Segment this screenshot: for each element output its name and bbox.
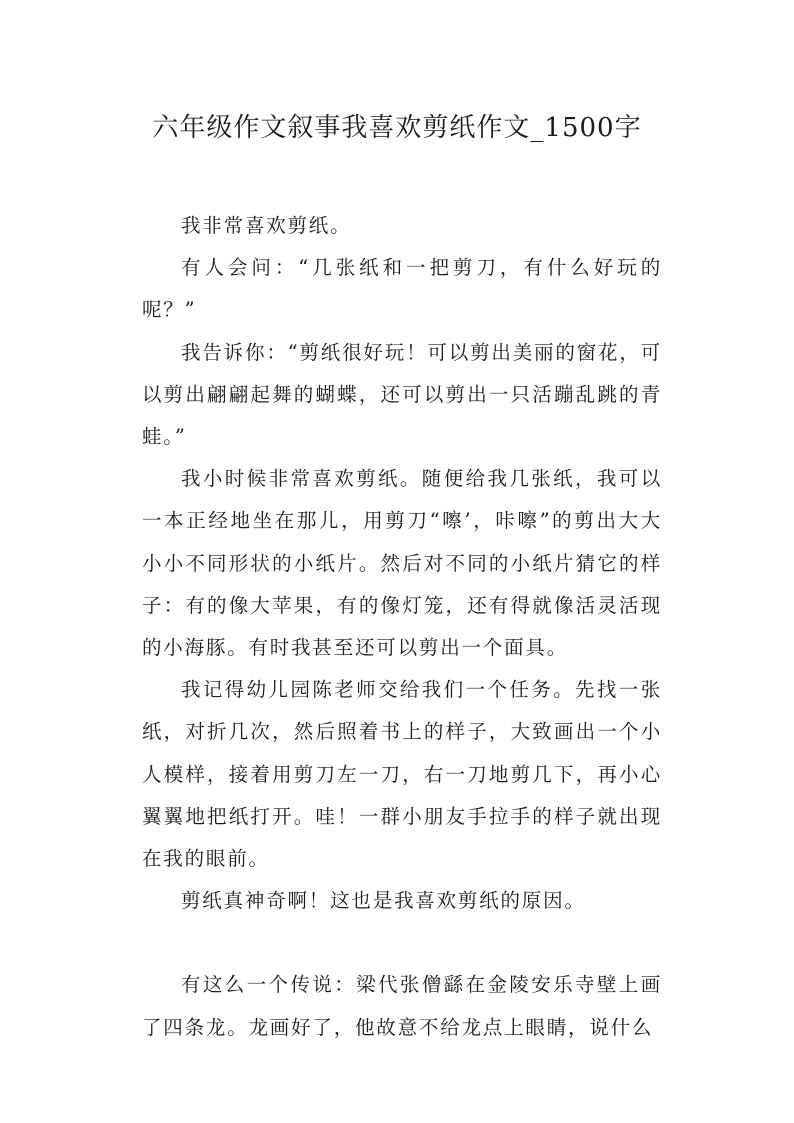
paragraph-7: 有这么一个传说：梁代张僧繇在金陵安乐寺壁上画了四条龙。龙画好了，他故意不给龙点上眼睛，说什么 — [142, 973, 662, 1039]
paragraph-4: 我小时候非常喜欢剪纸。随便给我几张纸，我可以一本正经地坐在那儿，用剪刀“嚓’，咔嚓”的剪出大大小小不同形状的小纸片。然后对不同的小纸片猜它的样子：有的像大苹果，有的像灯笼，还有得就像活灵活现的小海豚。有时我甚至还可以剪出一个面具。 — [142, 467, 662, 660]
paragraph-2: 有人会问：“几张纸和一把剪刀，有什么好玩的呢？” — [142, 256, 662, 322]
paragraph-3: 我告诉你：“剪纸很好玩！可以剪出美丽的窗花，可以剪出翩翩起舞的蝴蝶，还可以剪出一只活蹦乱跳的青蛙。” — [142, 340, 662, 449]
paragraph-5: 我记得幼儿园陈老师交给我们一个任务。先找一张纸，对折几次，然后照着书上的样子，大致画出一个小人模样，接着用剪刀左一刀，右一刀地剪几下，再小心翼翼地把纸打开。哇！一群小朋友手拉手的样子就出现在我的眼前。 — [142, 678, 662, 871]
document-title: 六年级作文叙事我喜欢剪纸作文_1500字 — [152, 113, 642, 143]
paragraph-1: 我非常喜欢剪纸。 — [181, 214, 352, 237]
paragraph-gap — [142, 922, 662, 964]
document-body — [142, 205, 662, 1049]
paragraph-6: 剪纸真神奇啊！这也是我喜欢剪纸的原因。 — [181, 889, 586, 913]
